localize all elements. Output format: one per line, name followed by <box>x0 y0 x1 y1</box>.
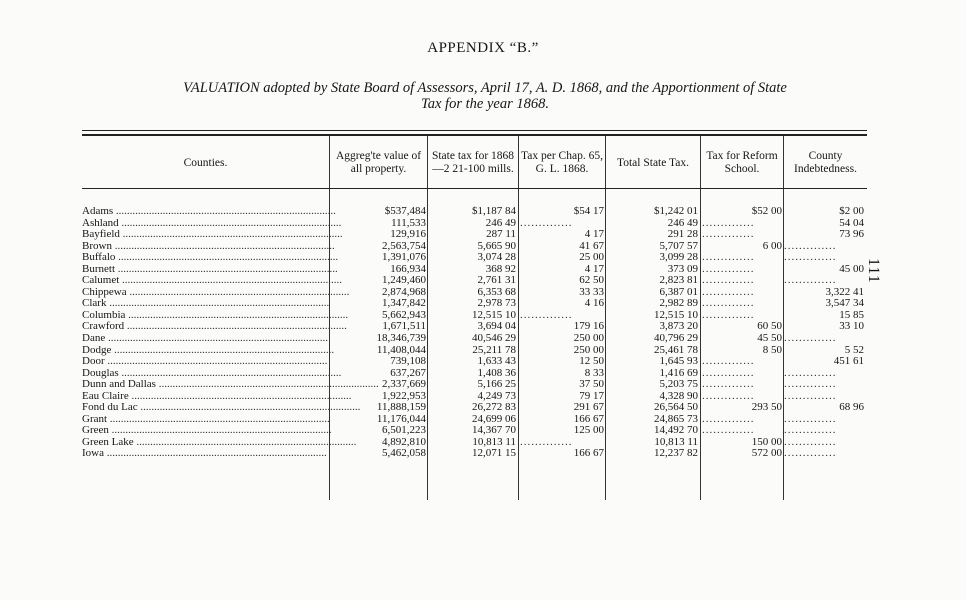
header-counties: Counties. <box>183 156 228 169</box>
cell-chap-tax: 41 67 <box>579 239 604 252</box>
cell-valuation: 166,934 <box>390 262 426 275</box>
cell-reform-tax: .............. <box>702 378 755 391</box>
cell-total-tax: 12,237 82 <box>654 447 698 460</box>
cell-reform-tax: .............. <box>702 412 755 425</box>
county-name: Crawford <box>82 320 125 333</box>
cell-indebtedness: .............. <box>784 435 837 448</box>
cell-reform-tax: 6 00 <box>762 239 782 252</box>
cell-indebtedness: .............. <box>784 332 837 345</box>
leader-dots: ................................................................................ <box>108 424 332 437</box>
header-valuation: Aggreg'te value of all property. <box>335 150 422 175</box>
cell-state-tax: $1,187 84 <box>472 205 516 217</box>
cell-chap-tax: .............. <box>520 308 573 321</box>
county-name: Clark <box>82 297 107 310</box>
cell-indebtedness: .............. <box>784 424 837 437</box>
cell-state-tax: 26,272 83 <box>472 401 516 414</box>
cell-reform-tax: $52 00 <box>751 205 782 217</box>
cell-chap-tax: 291 67 <box>573 401 604 414</box>
cell-chap-tax: 33 33 <box>579 285 604 298</box>
cell-state-tax: 287 11 <box>486 228 516 241</box>
header-bottom-rule <box>82 188 867 189</box>
cell-chap-tax: 125 00 <box>573 424 604 437</box>
county-name: Adams <box>82 205 114 217</box>
cell-indebtedness: .............. <box>784 378 837 391</box>
cell-chap-tax: 250 00 <box>573 343 604 356</box>
cell-chap-tax: 179 16 <box>573 320 604 333</box>
table-body <box>0 206 966 460</box>
cell-valuation: 18,346,739 <box>376 332 426 345</box>
cell-reform-tax: .............. <box>702 251 755 264</box>
cell-indebtedness: 33 10 <box>839 320 864 333</box>
cell-state-tax: 6,353 68 <box>477 285 516 298</box>
cell-state-tax: 40,546 29 <box>472 332 516 345</box>
leader-dots: ................................................................................ <box>125 308 349 321</box>
cell-reform-tax: .............. <box>702 274 755 287</box>
leader-dots: ................................................................................ <box>155 378 379 391</box>
leader-dots: ................................................................................ <box>128 389 352 402</box>
cell-reform-tax: .............. <box>702 424 755 437</box>
cell-chap-tax: 166 67 <box>573 447 604 460</box>
cell-chap-tax: 166 67 <box>573 412 604 425</box>
cell-state-tax: 2,761 31 <box>477 274 516 287</box>
leader-dots: ................................................................................ <box>107 412 330 425</box>
cell-reform-tax: .............. <box>702 262 755 275</box>
cell-indebtedness: $2 00 <box>839 205 864 217</box>
cell-chap-tax: 79 17 <box>579 389 604 402</box>
cell-total-tax: $1,242 01 <box>654 205 698 217</box>
cell-reform-tax: .............. <box>702 389 755 402</box>
cell-state-tax: 368 92 <box>485 262 516 275</box>
cell-indebtedness: 5 52 <box>844 343 864 356</box>
header-indebtedness: County Indebtedness. <box>794 150 857 175</box>
cell-chap-tax: .............. <box>520 435 573 448</box>
cell-state-tax: 12,515 10 <box>472 308 516 321</box>
cell-indebtedness: .............. <box>784 251 837 264</box>
cell-valuation: 111,533 <box>391 216 426 229</box>
header-state-tax: State tax for 1868—2 21-100 mills. <box>431 150 515 175</box>
cell-state-tax: 5,166 25 <box>477 378 516 391</box>
county-name: Dodge <box>82 343 112 356</box>
cell-state-tax: 25,211 78 <box>472 343 516 356</box>
cell-reform-tax: .............. <box>702 285 755 298</box>
leader-dots: ................................................................................ <box>118 366 342 379</box>
cell-valuation: 2,874,968 <box>382 285 426 298</box>
cell-indebtedness: 54 04 <box>839 216 864 229</box>
cell-reform-tax: 60 50 <box>757 320 782 333</box>
cell-indebtedness: .............. <box>784 447 837 460</box>
cell-indebtedness: 451 61 <box>833 355 864 368</box>
cell-valuation: 1,347,842 <box>382 297 426 310</box>
cell-valuation: 6,501,223 <box>382 424 426 437</box>
cell-state-tax: 4,249 73 <box>477 389 516 402</box>
cell-state-tax: 10,813 11 <box>472 435 516 448</box>
cell-indebtedness: 45 00 <box>839 262 864 275</box>
cell-chap-tax: 4 17 <box>584 228 604 241</box>
leader-dots: ................................................................................ <box>104 447 327 460</box>
county-name: Ashland <box>82 216 119 229</box>
cell-valuation: 11,408,044 <box>376 343 426 356</box>
cell-state-tax: 12,071 15 <box>472 447 516 460</box>
header-total-tax: Total State Tax. <box>617 156 689 169</box>
cell-indebtedness: .............. <box>784 366 837 379</box>
cell-indebtedness: 73 96 <box>839 228 864 241</box>
county-name: Columbia <box>82 308 126 321</box>
cell-reform-tax: .............. <box>702 228 755 241</box>
county-name: Calumet <box>82 274 120 287</box>
cell-total-tax: 26,564 50 <box>654 401 698 414</box>
cell-total-tax: 4,328 90 <box>659 389 698 402</box>
leader-dots: ................................................................................ <box>115 251 339 264</box>
cell-reform-tax: .............. <box>702 308 755 321</box>
cell-chap-tax: $54 17 <box>573 205 604 217</box>
cell-total-tax: 2,982 89 <box>659 297 698 310</box>
cell-valuation: 4,892,810 <box>382 435 426 448</box>
cell-valuation: 1,671,511 <box>382 320 426 333</box>
cell-state-tax: 3,074 28 <box>477 251 516 264</box>
cell-chap-tax: 4 16 <box>584 297 604 310</box>
leader-dots: ................................................................................ <box>126 285 350 298</box>
cell-state-tax: 5,665 90 <box>477 239 516 252</box>
cell-valuation: 2,337,669 <box>382 378 426 391</box>
cell-total-tax: 246 49 <box>667 216 698 229</box>
cell-valuation: 1,249,460 <box>382 274 426 287</box>
county-name: Brown <box>82 239 112 252</box>
county-name: Green Lake <box>82 435 134 448</box>
cell-valuation: 739,108 <box>390 355 426 368</box>
cell-reform-tax: .............. <box>702 355 755 368</box>
header-chap-tax: Tax per Chap. 65, G. L. 1868. <box>521 150 603 175</box>
county-name: Dunn and Dallas <box>82 378 156 391</box>
county-name: Burnett <box>82 262 115 275</box>
leader-dots: ................................................................................ <box>119 274 343 287</box>
leader-dots: ................................................................................ <box>119 228 343 241</box>
county-name: Eau Claire <box>82 389 129 402</box>
table-caption <box>85 80 885 112</box>
cell-indebtedness: .............. <box>784 239 837 252</box>
cell-chap-tax: 12 50 <box>579 355 604 368</box>
cell-total-tax: 3,099 28 <box>659 251 698 264</box>
cell-state-tax: 3,694 04 <box>477 320 516 333</box>
cell-total-tax: 12,515 10 <box>654 308 698 321</box>
cell-indebtedness: 68 96 <box>839 401 864 414</box>
cell-total-tax: 5,707 57 <box>659 239 698 252</box>
leader-dots: ................................................................................ <box>106 297 330 310</box>
table-row <box>0 448 966 460</box>
cell-reform-tax: 8 50 <box>762 343 782 356</box>
cell-reform-tax: .............. <box>702 366 755 379</box>
cell-total-tax: 1,416 69 <box>659 366 698 379</box>
cell-chap-tax: .............. <box>520 216 573 229</box>
leader-dots: ................................................................................ <box>111 343 335 356</box>
cell-state-tax: 14,367 70 <box>472 424 516 437</box>
cell-chap-tax: 37 50 <box>579 378 604 391</box>
cell-total-tax: 5,203 75 <box>659 378 698 391</box>
cell-reform-tax: 572 00 <box>751 447 782 460</box>
leader-dots: ................................................................................ <box>105 332 328 345</box>
top-rule-double <box>82 134 867 136</box>
cell-total-tax: 2,823 81 <box>659 274 698 287</box>
cell-total-tax: 1,645 93 <box>659 355 698 368</box>
leader-dots: ................................................................................ <box>133 435 357 448</box>
cell-valuation: 1,922,953 <box>382 389 426 402</box>
cell-valuation: 637,267 <box>390 366 426 379</box>
cell-total-tax: 40,796 29 <box>654 332 698 345</box>
cell-total-tax: 24,865 73 <box>654 412 698 425</box>
page-number: 111 <box>865 258 882 284</box>
cell-chap-tax: 8 33 <box>584 366 604 379</box>
cell-valuation: 129,916 <box>390 228 426 241</box>
cell-valuation: 5,462,058 <box>382 447 426 460</box>
leader-dots: ................................................................................ <box>124 320 347 333</box>
cell-state-tax: 1,633 43 <box>477 355 516 368</box>
header-reform-tax: Tax for Reform School. <box>706 150 778 175</box>
cell-indebtedness: 3,547 34 <box>825 297 864 310</box>
cell-reform-tax: .............. <box>702 297 755 310</box>
county-name: Fond du Lac <box>82 401 138 414</box>
leader-dots: ................................................................................ <box>137 401 361 414</box>
appendix-title: APPENDIX “B.” <box>427 40 539 56</box>
cell-indebtedness: 3,322 41 <box>825 285 864 298</box>
cell-valuation: 1,391,076 <box>382 251 426 264</box>
county-name: Bayfield <box>82 228 120 241</box>
cell-state-tax: 2,978 73 <box>477 297 516 310</box>
county-name: Green <box>82 424 109 437</box>
cell-total-tax: 14,492 70 <box>654 424 698 437</box>
leader-dots: ................................................................................ <box>104 355 328 368</box>
cell-chap-tax: 250 00 <box>573 332 604 345</box>
cell-valuation: $537,484 <box>384 205 426 217</box>
cell-valuation: 11,888,159 <box>376 401 426 414</box>
cell-chap-tax: 62 50 <box>579 274 604 287</box>
county-name: Douglas <box>82 366 119 379</box>
county-name: Chippewa <box>82 285 127 298</box>
county-name: Iowa <box>82 447 104 460</box>
cell-state-tax: 246 49 <box>485 216 516 229</box>
leader-dots: ................................................................................ <box>113 205 336 217</box>
cell-reform-tax: 293 50 <box>751 401 782 414</box>
county-name: Dane <box>82 332 106 345</box>
cell-state-tax: 1,408 36 <box>477 366 516 379</box>
cell-chap-tax: 25 00 <box>579 251 604 264</box>
cell-county <box>82 448 328 460</box>
county-name: Grant <box>82 412 108 425</box>
cell-total-tax: 6,387 01 <box>659 285 698 298</box>
leader-dots: ................................................................................ <box>115 262 338 275</box>
cell-chap-tax: 4 17 <box>584 262 604 275</box>
county-name: Buffalo <box>82 251 116 264</box>
cell-indebtedness: .............. <box>784 412 837 425</box>
leader-dots: ................................................................................ <box>118 216 342 229</box>
cell-indebtedness: .............. <box>784 274 837 287</box>
cell-total-tax: 291 28 <box>667 228 698 241</box>
cell-total-tax: 10,813 11 <box>654 435 698 448</box>
cell-total-tax: 25,461 78 <box>654 343 698 356</box>
cell-indebtedness: 15 85 <box>839 308 864 321</box>
cell-valuation: 11,176,044 <box>376 412 426 425</box>
top-rule <box>82 130 867 131</box>
caption-line-1: VALUATION adopted by State Board of Assessors, April 17, A. D. 1868, and the Apportionment of State <box>183 80 787 96</box>
cell-indebtedness: .............. <box>784 389 837 402</box>
cell-reform-tax: 150 00 <box>751 435 782 448</box>
cell-reform-tax: .............. <box>702 216 755 229</box>
cell-total-tax: 3,873 20 <box>659 320 698 333</box>
caption-line-2: Tax for the year 1868. <box>421 96 549 112</box>
leader-dots: ................................................................................ <box>111 239 335 252</box>
cell-valuation: 5,662,943 <box>382 308 426 321</box>
cell-total-tax: 373 09 <box>667 262 698 275</box>
cell-state-tax: 24,699 06 <box>472 412 516 425</box>
cell-reform-tax: 45 50 <box>757 332 782 345</box>
county-name: Door <box>82 355 105 368</box>
cell-valuation: 2,563,754 <box>382 239 426 252</box>
